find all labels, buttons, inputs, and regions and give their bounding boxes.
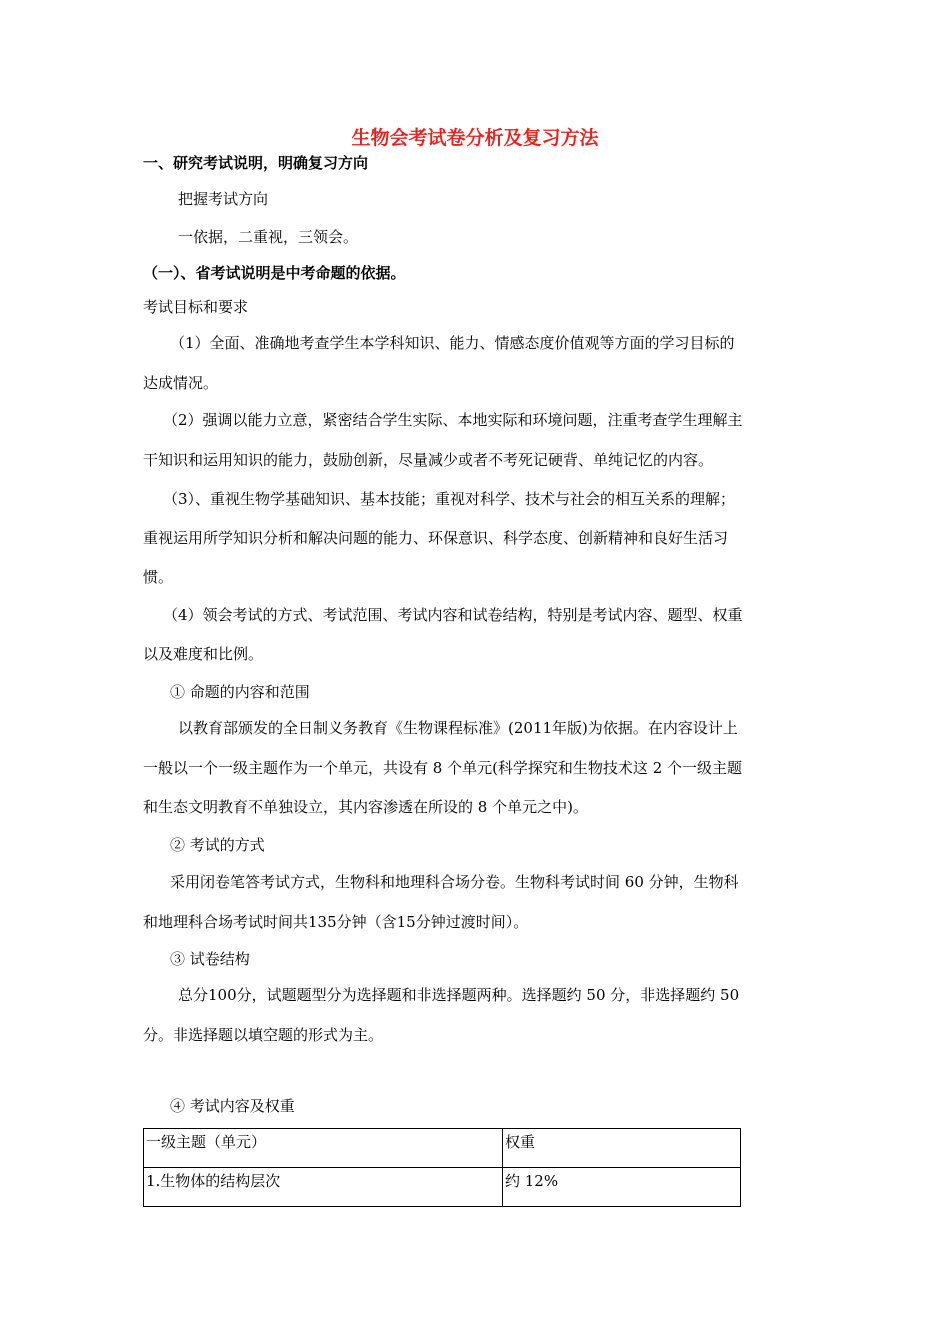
paragraph-line: 以教育部颁发的全日制义务教育《生物课程标准》(2011年版)为依据。在内容设计上 [178,719,738,737]
item-heading: ④ 考试内容及权重 [170,1097,295,1115]
paragraph-line: 和生态文明教育不单独设立，其内容渗透在所设的 8 个单元之中)。 [143,798,588,816]
document-title: 生物会考试卷分析及复习方法 [351,127,599,149]
section-heading: 一、研究考试说明，明确复习方向 [143,154,369,172]
table-header-row [144,1129,741,1168]
paragraph-line: 重视运用所学知识分析和解决问题的能力、环保意识、科学态度、创新精神和良好生活习 [143,529,729,547]
paragraph-line: 一依据，二重视，三领会。 [178,228,359,246]
table-header-cell: 权重 [503,1129,741,1168]
paragraph-line: （1）全面、准确地考查学生本学科知识、能力、情感态度价值观等方面的学习目标的 [170,334,735,352]
paragraph-line: 分。非选择题以填空题的形式为主。 [143,1026,384,1044]
weight-table [143,1128,741,1207]
paragraph-line: 以及难度和比例。 [143,645,264,663]
paragraph-line: （2）强调以能力立意，紧密结合学生实际、本地实际和环境问题，注重考查学生理解主 [163,411,743,429]
paragraph-line: 一般以一个一级主题作为一个单元，共设有 8 个单元(科学探究和生物技术这 2 个一级主题 [143,759,743,777]
paragraph-line: 和地理科合场考试时间共135分钟（含15分钟过渡时间）。 [143,913,529,931]
paragraph-line: 总分100分，试题题型分为选择题和非选择题两种。选择题约 50 分，非选择题约 50 [178,986,740,1004]
table-cell: 1.生物体的结构层次 [144,1168,503,1207]
item-heading: ③ 试卷结构 [170,950,250,968]
paragraph-line: （4）领会考试的方式、考试范围、考试内容和试卷结构，特别是考试内容、题型、权重 [163,606,743,624]
paragraph-line: 惯。 [143,568,174,586]
paragraph-line: （3）、重视生物学基础知识、基本技能；重视对科学、技术与社会的相互关系的理解； [163,490,736,508]
table-row [144,1168,741,1207]
item-heading: ① 命题的内容和范围 [170,683,310,701]
paragraph-line: 考试目标和要求 [143,298,249,316]
subsection-heading: （一）、省考试说明是中考命题的依据。 [143,264,406,282]
paragraph-line: 达成情况。 [143,374,219,392]
paragraph-line: 干知识和运用知识的能力，鼓励创新，尽量减少或者不考死记硬背、单纯记忆的内容。 [143,451,714,469]
item-heading: ② 考试的方式 [170,836,265,854]
table-cell: 约 12% [503,1168,741,1207]
paragraph-line: 把握考试方向 [178,190,269,208]
paragraph-line: 采用闭卷笔答考试方式，生物科和地理科合场分卷。生物科考试时间 60 分钟，生物科 [170,873,739,891]
table-header-cell: 一级主题（单元） [144,1129,503,1168]
